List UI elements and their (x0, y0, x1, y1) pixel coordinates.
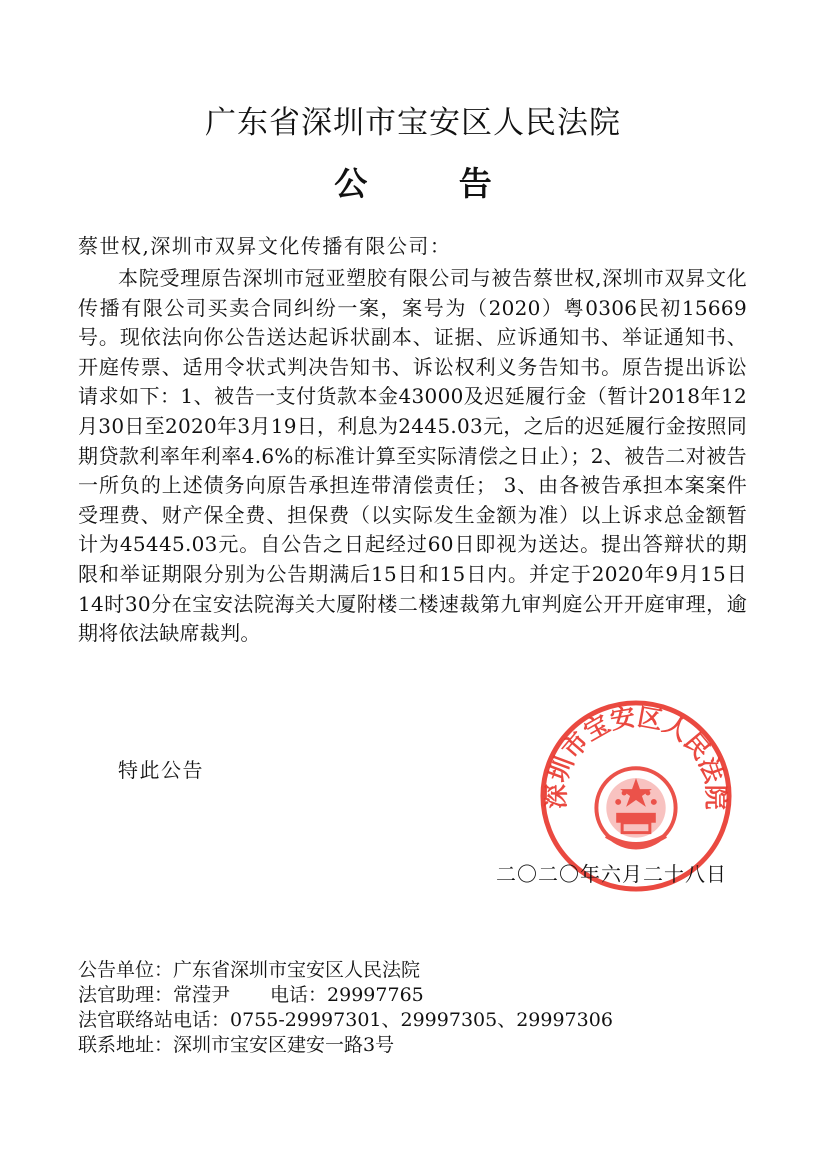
closing-remark: 特此公告 (118, 758, 204, 782)
court-name-heading: 广东省深圳市宝安区人民法院 (205, 105, 621, 141)
contact-footer (78, 958, 778, 1058)
seal-text: 深圳市宝安区人民法院 (541, 702, 731, 810)
footer-address-line: 联系地址：深圳市宝安区建安一路3号 (78, 1034, 395, 1056)
national-emblem-icon (596, 768, 675, 847)
footer-unit-line: 公告单位：广东省深圳市宝安区人民法院 (78, 959, 421, 981)
footer-assistant-line: 法官助理：常滢尹 电话：29997765 (78, 984, 424, 1006)
notice-date: 二〇二〇年六月二十八日 (496, 862, 727, 886)
footer-station-phone-line: 法官联络站电话：0755-29997301、29997305、29997306 (78, 1009, 613, 1031)
notice-title: 公 告 (334, 164, 532, 203)
addressee: 蔡世权,深圳市双昇文化传播有限公司： (78, 234, 452, 258)
notice-body: 本院受理原告深圳市冠亚塑胶有限公司与被告蔡世权,深圳市双昇文化传播有限公司买卖合同纠纷一案，案号为（2020）粤0306民初15669号。现依法向你公告送达起诉状副本、证据、应诉通知书、举证通知书、开庭传票、适用令状式判决告知书、诉讼权利义务告知书。原告提出诉讼请求如下：1、被告一支付货款本金43000及迟延履行金（暂计2018年12月30日至2020年3月19日，利息为2445.03元，之后的迟延履行金按照同期贷款利率年利率4.6%的标准计算至实际清偿之日止）；2、被告二对被告一所负的上述债务向原告承担连带清偿责任； 3、由各被告承担本案案件受理费、财产保全费、担保费（以实际发生金额为准）以上诉求总金额暂计为45445.03元。自公告之日起经过60日即视为送达。提出答辩状的期限和举证期限分别为公告期满后15日和15日内。并定于2020年9月15日14时30分在宝安法院海关大厦附楼二楼速裁第九审判庭公开开庭审理，逾期将依法缺席裁判。 (78, 266, 747, 646)
